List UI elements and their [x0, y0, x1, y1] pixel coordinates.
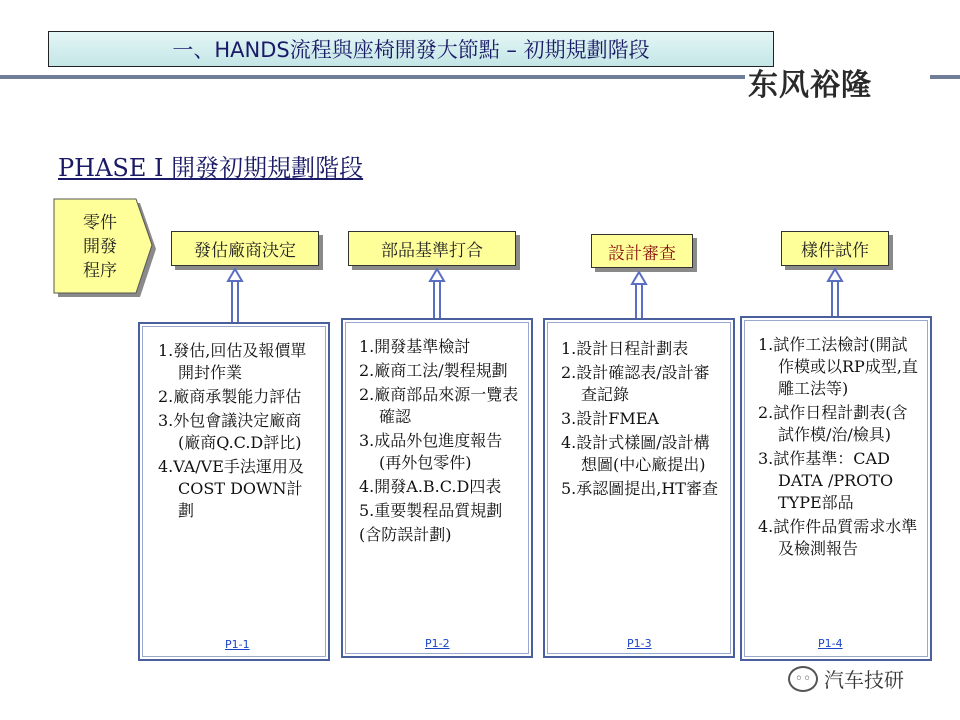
list-item: (含防誤計劃)	[359, 525, 452, 544]
phase-heading: PHASE I 開發初期規劃階段	[58, 154, 364, 182]
detail-box-2	[341, 318, 533, 658]
item-list	[758, 334, 920, 562]
header-divider-right	[930, 75, 960, 79]
list-item: 3.成品外包進度報告 (再外包零件)	[359, 431, 503, 472]
detail-box-4	[740, 316, 932, 661]
chat-bubble-icon: ◦◦	[788, 666, 818, 692]
reference-link[interactable]: P1-3	[627, 637, 652, 650]
stage-parts-baseline-meeting: 部品基準打合	[348, 231, 516, 266]
detail-box-3	[543, 318, 735, 658]
list-item: 4.VA/VE手法運用及COST DOWN計劃	[158, 457, 304, 520]
reference-link[interactable]: P1-2	[425, 637, 450, 650]
list-item: 2.試作日程計劃表(含試作模/治/檢具)	[758, 403, 908, 444]
stage-design-review: 設計審查	[591, 234, 693, 268]
slide-title: 一、HANDS流程與座椅開發大節點 – 初期規劃階段	[48, 31, 774, 67]
list-item: 2.廠商承製能力評估	[158, 387, 302, 406]
connector-arrow-3	[629, 271, 649, 320]
connector-arrow-2	[427, 268, 447, 320]
list-item: 2.廠商部品來源一覽表確認	[359, 385, 519, 426]
list-item: 5.承認圖提出,HT審查	[561, 479, 718, 498]
list-item: 1.開發基準檢討	[359, 337, 471, 356]
list-item: 1.發估,回估及報價單開封作業	[158, 341, 307, 382]
list-item: 3.設計FMEA	[561, 409, 659, 428]
list-item: 2.廠商工法/製程規劃	[359, 361, 508, 380]
stage-prototype-build: 樣件試作	[781, 231, 889, 266]
list-item: 5.重要製程品質規劃	[359, 501, 503, 520]
reference-link[interactable]: P1-1	[225, 638, 250, 651]
list-item: 4.開發A.B.C.D四表	[359, 477, 502, 496]
process-label: 零件 開發 程序	[83, 213, 117, 281]
watermark-text: 汽车技研	[824, 668, 904, 692]
stage-quote-vendor-decision: 發估廠商決定	[171, 231, 319, 266]
list-item: 4.試作件品質需求水準及檢測報告	[758, 517, 918, 558]
item-list	[561, 338, 723, 502]
list-item: 3.試作基準：CAD DATA /PROTO TYPE部品	[758, 449, 894, 512]
header-divider	[0, 75, 745, 79]
connector-arrow-1	[225, 268, 245, 324]
item-list	[158, 340, 318, 524]
item-list	[359, 336, 521, 548]
connector-arrow-4	[825, 268, 845, 318]
list-item: 1.設計日程計劃表	[561, 339, 689, 358]
detail-box-1	[138, 322, 330, 661]
list-item: 4.設計式樣圖/設計構想圖(中心廠提出)	[561, 433, 710, 474]
process-arrow	[52, 197, 162, 303]
company-logo: 东风裕隆	[748, 68, 872, 103]
list-item: 3.外包會議決定廠商(廠商Q.C.D評比)	[158, 411, 302, 452]
list-item: 2.設計確認表/設計審查記錄	[561, 363, 710, 404]
reference-link[interactable]: P1-4	[818, 637, 843, 650]
watermark	[788, 664, 904, 693]
list-item: 1.試作工法檢討(開試作模或以RP成型,直雕工法等)	[758, 335, 918, 398]
